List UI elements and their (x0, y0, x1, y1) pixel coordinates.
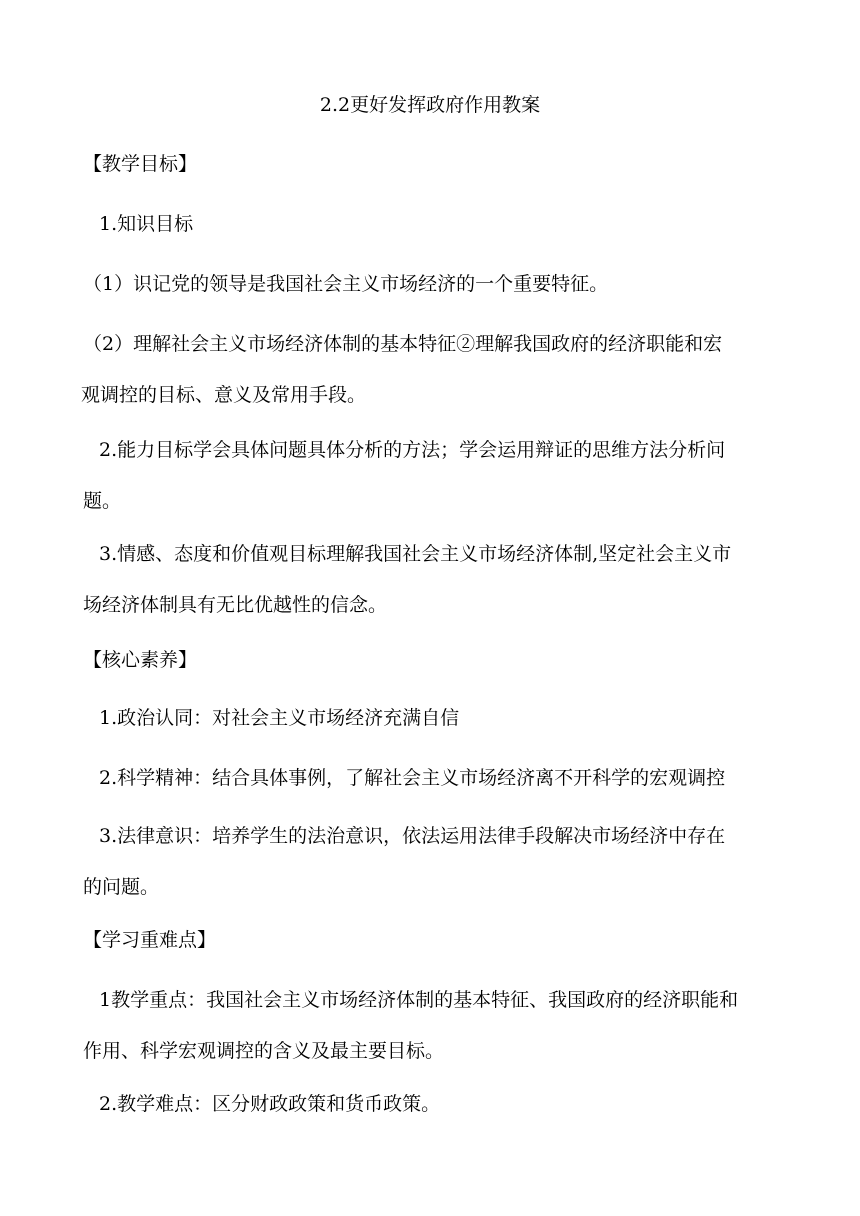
paragraph-line: 3.情感、态度和价值观目标理解我国社会主义市场经济体制,坚定社会主义市 (99, 543, 732, 565)
paragraph-line: 作用、科学宏观调控的含义及最主要目标。 (83, 1040, 445, 1062)
ability-goal (83, 437, 783, 514)
document-title: 2.2更好发挥政府作用教案 (319, 94, 541, 116)
paragraph-line: （2）理解社会主义市场经济体制的基本特征②理解我国政府的经济职能和宏 (83, 333, 723, 355)
heading-text: 【教学目标】 (83, 153, 198, 175)
section-heading-teaching-goals (83, 151, 783, 177)
paragraph-line: （1）识记党的领导是我国社会主义市场经济的一个重要特征。 (83, 273, 609, 295)
paragraph-line: 场经济体制具有无比优越性的信念。 (83, 594, 388, 616)
paragraph-line: 1教学重点：我国社会主义市场经济体制的基本特征、我国政府的经济职能和 (99, 989, 739, 1011)
heading-text: 【学习重难点】 (83, 929, 217, 951)
paragraph-line: 1.政治认同：对社会主义市场经济充满自信 (99, 707, 460, 729)
paragraph-line: 的问题。 (83, 876, 160, 898)
teaching-key-points (83, 987, 783, 1064)
paragraph-line: 2.能力目标学会具体问题具体分析的方法；学会运用辩证的思维方法分析问 (99, 439, 726, 461)
knowledge-goal-heading (83, 211, 799, 237)
teaching-difficulties (83, 1091, 799, 1117)
core-literacy-item-3 (83, 823, 783, 900)
paragraph-line: 1.知识目标 (99, 213, 194, 235)
paragraph-line: 3.法律意识：培养学生的法治意识，依法运用法律手段解决市场经济中存在 (99, 825, 726, 847)
paragraph-line: 2.教学难点：区分财政政策和货币政策。 (99, 1093, 441, 1115)
section-heading-core-literacy (83, 647, 783, 673)
section-heading-key-difficulties (83, 927, 783, 953)
core-literacy-item-2 (83, 765, 799, 791)
paragraph-line: 题。 (83, 490, 122, 512)
knowledge-goal-item-1 (83, 271, 783, 297)
knowledge-goal-item-2 (83, 331, 783, 408)
core-literacy-item-1 (83, 705, 799, 731)
heading-text: 【核心素养】 (83, 649, 198, 671)
paragraph-line: 观调控的目标、意义及常用手段。 (81, 384, 367, 406)
emotion-attitude-value-goal (83, 541, 783, 618)
paragraph-line: 2.科学精神：结合具体事例，了解社会主义市场经济离不开科学的宏观调控 (99, 767, 726, 789)
